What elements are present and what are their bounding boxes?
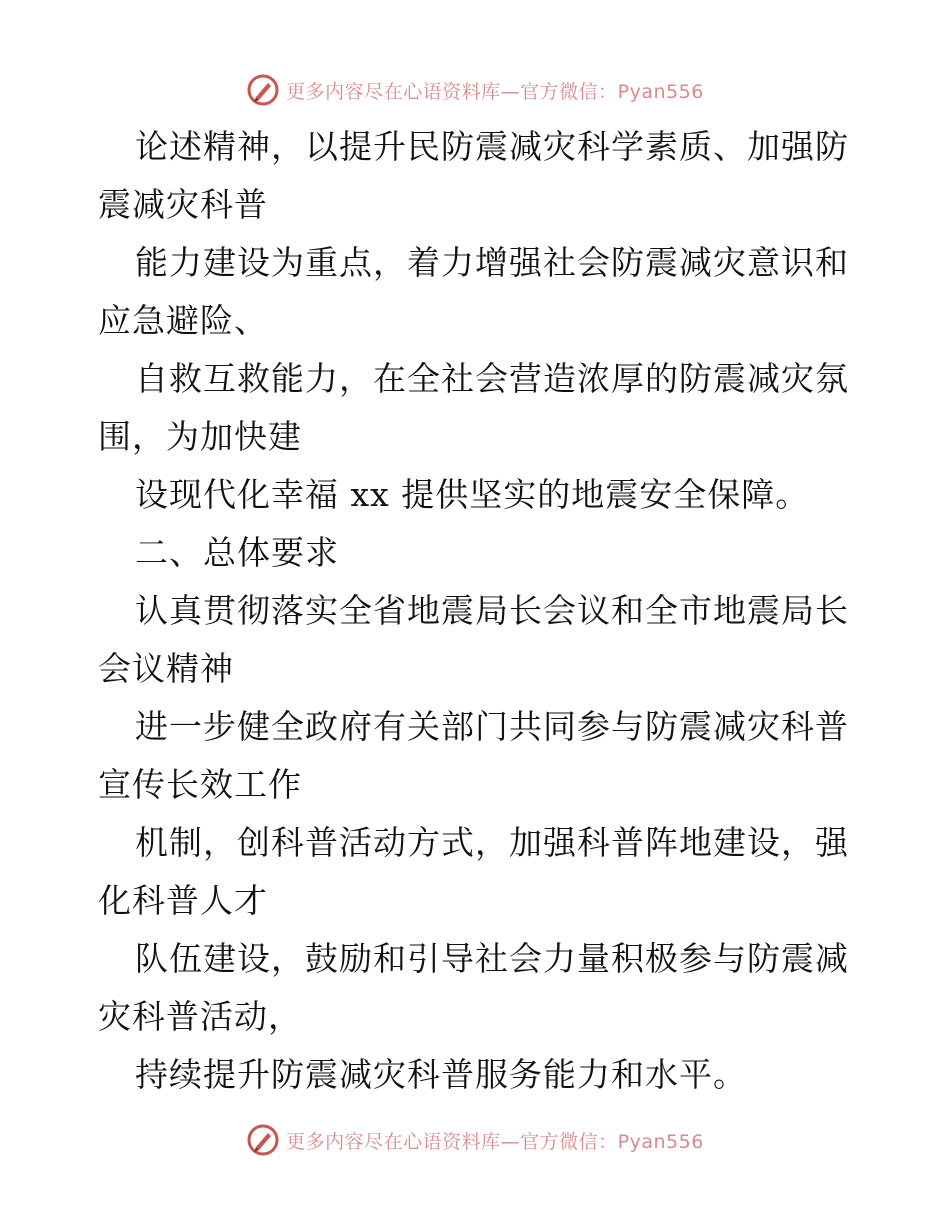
body-line: 论述精神，以提升民防震减灾科学素质、加强防	[135, 127, 849, 166]
body-line: 能力建设为重点，着力增强社会防震减灾意识和	[135, 243, 849, 282]
body-line: 会议精神	[98, 649, 234, 688]
body-line: 机制，创科普活动方式，加强科普阵地建设，强	[135, 823, 849, 862]
footer-watermark-banner	[0, 1120, 950, 1160]
body-line: 震减灾科普	[98, 185, 268, 224]
body-line: 围，为加快建	[98, 417, 302, 456]
body-line: 队伍建设，鼓励和引导社会力量积极参与防震减	[135, 939, 849, 978]
header-watermark-banner	[0, 70, 950, 110]
body-line: 灾科普活动，	[98, 997, 302, 1036]
body-line: 认真贯彻落实全省地震局长会议和全市地震局长	[135, 591, 849, 630]
body-line: 进一步健全政府有关部门共同参与防震减灾科普	[135, 707, 849, 746]
pen-logo-icon	[246, 1123, 280, 1157]
body-line: 宣传长效工作	[98, 765, 302, 804]
section-heading: 二、总体要求	[135, 533, 339, 572]
body-line: 化科普人才	[98, 881, 268, 920]
footer-watermark-text: 更多内容尽在心语资料库—官方微信：Pyan556	[286, 1130, 704, 1153]
body-line: 持续提升防震减灾科普服务能力和水平。	[135, 1055, 747, 1094]
body-line: 自救互救能力，在全社会营造浓厚的防震减灾氛	[135, 359, 849, 398]
document-body	[98, 118, 858, 1104]
pen-logo-icon	[246, 73, 280, 107]
body-line: 应急避险、	[98, 301, 268, 340]
header-watermark-text: 更多内容尽在心语资料库—官方微信：Pyan556	[286, 80, 704, 103]
body-line: 设现代化幸福 xx 提供坚实的地震安全保障。	[135, 475, 810, 514]
